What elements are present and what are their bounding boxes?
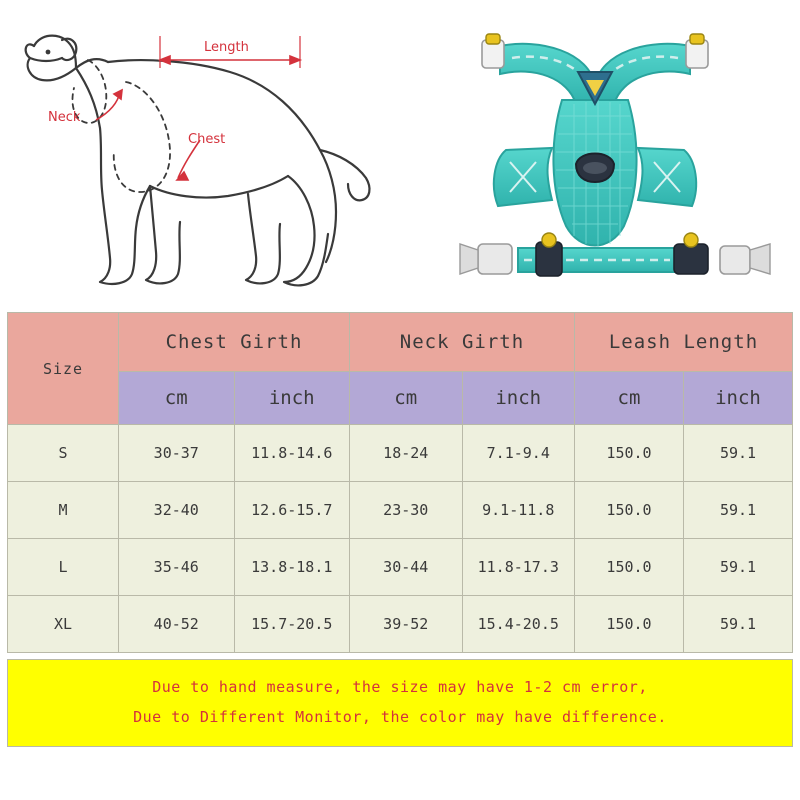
harness-photo-panel xyxy=(390,0,800,312)
cell-size: L xyxy=(8,539,119,596)
cell-chest-cm: 40-52 xyxy=(119,596,235,653)
table-row xyxy=(8,482,793,539)
teal-dog-harness-photo xyxy=(390,0,800,312)
cell-neck-cm: 30-44 xyxy=(350,539,463,596)
cell-neck-inch: 11.8-17.3 xyxy=(462,539,575,596)
cell-chest-cm: 30-37 xyxy=(119,425,235,482)
cell-chest-cm: 35-46 xyxy=(119,539,235,596)
cell-chest-inch: 11.8-14.6 xyxy=(234,425,350,482)
header-neck-inch: inch xyxy=(462,372,575,425)
header-size: Size xyxy=(8,313,119,425)
header-leash-inch: inch xyxy=(684,372,793,425)
cell-size: S xyxy=(8,425,119,482)
cell-neck-inch: 15.4-20.5 xyxy=(462,596,575,653)
disclaimer-line-2: Due to Different Monitor, the color may have difference. xyxy=(133,708,667,726)
cell-chest-inch: 13.8-18.1 xyxy=(234,539,350,596)
cell-neck-cm: 18-24 xyxy=(350,425,463,482)
dog-diagram-panel xyxy=(0,0,400,312)
illustration-area xyxy=(0,0,800,312)
table-header-row-2 xyxy=(8,372,793,425)
cell-neck-cm: 39-52 xyxy=(350,596,463,653)
header-leash-cm: cm xyxy=(575,372,684,425)
header-chest-girth: Chest Girth xyxy=(119,313,350,372)
measurement-disclaimer xyxy=(7,659,793,747)
dog-measurement-diagram xyxy=(0,0,400,312)
cell-neck-inch: 9.1-11.8 xyxy=(462,482,575,539)
table-row xyxy=(8,425,793,482)
header-neck-cm: cm xyxy=(350,372,463,425)
label-neck: Neck xyxy=(48,110,81,125)
label-chest: Chest xyxy=(188,132,226,147)
cell-chest-cm: 32-40 xyxy=(119,482,235,539)
table-row xyxy=(8,539,793,596)
cell-neck-cm: 23-30 xyxy=(350,482,463,539)
cell-leash-inch: 59.1 xyxy=(684,596,793,653)
size-chart-table xyxy=(7,312,793,653)
header-leash-length: Leash Length xyxy=(575,313,793,372)
header-chest-cm: cm xyxy=(119,372,235,425)
cell-leash-cm: 150.0 xyxy=(575,482,684,539)
cell-leash-cm: 150.0 xyxy=(575,425,684,482)
cell-neck-inch: 7.1-9.4 xyxy=(462,425,575,482)
cell-chest-inch: 15.7-20.5 xyxy=(234,596,350,653)
header-neck-girth: Neck Girth xyxy=(350,313,575,372)
header-chest-inch: inch xyxy=(234,372,350,425)
cell-leash-inch: 59.1 xyxy=(684,425,793,482)
disclaimer-line-1: Due to hand measure, the size may have 1-2 cm error, xyxy=(152,678,648,696)
cell-leash-inch: 59.1 xyxy=(684,539,793,596)
cell-chest-inch: 12.6-15.7 xyxy=(234,482,350,539)
table-row xyxy=(8,596,793,653)
cell-leash-cm: 150.0 xyxy=(575,596,684,653)
label-length: Length xyxy=(204,40,249,55)
cell-size: XL xyxy=(8,596,119,653)
table-header-row-1 xyxy=(8,313,793,372)
cell-leash-cm: 150.0 xyxy=(575,539,684,596)
cell-size: M xyxy=(8,482,119,539)
cell-leash-inch: 59.1 xyxy=(684,482,793,539)
